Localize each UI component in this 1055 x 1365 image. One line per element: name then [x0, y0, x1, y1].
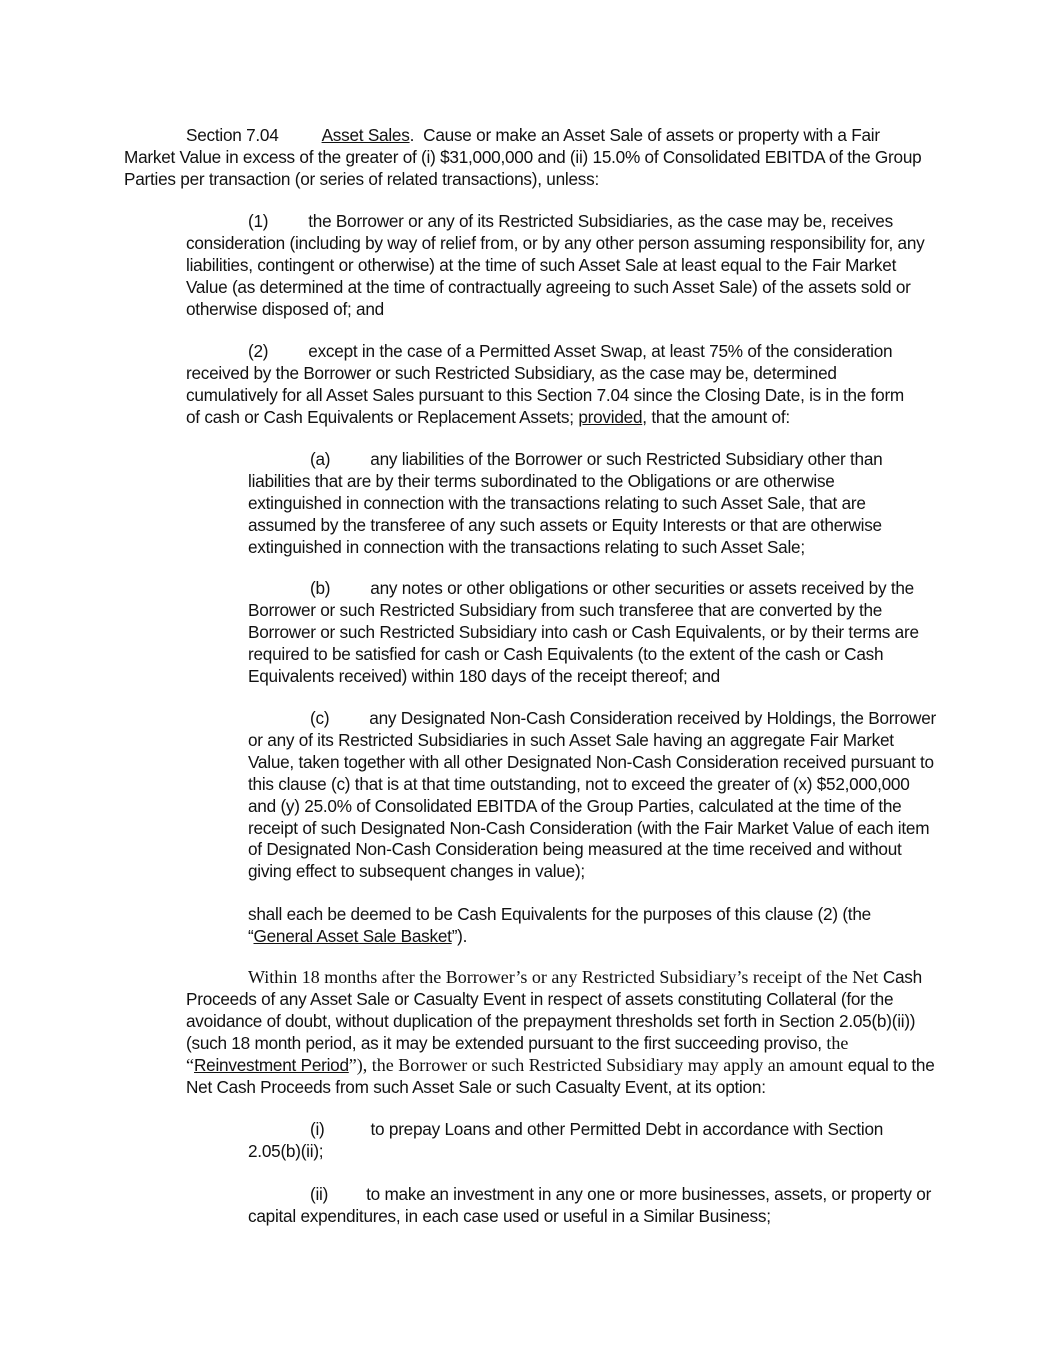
condition-2 — [186, 341, 914, 429]
reinvestment-start: Within 18 months after the Borrower’s or any Restricted Subsidiary’s receipt of the Net — [248, 967, 879, 987]
condition-1 — [186, 211, 936, 321]
option-ii-label: (ii) — [310, 1184, 329, 1204]
reinvestment-text-1: Cash Proceeds of any Asset Sale or Casualty Event in respect of assets constituting Collateral (for the avoidance of doubt, without duplication of the prepayment thresholds set forth in Section 2.05(b)(ii)) (such 18 month period, as it may be extended pursuant to the first succeeding proviso, — [186, 967, 922, 1053]
condition-1-text: the Borrower or any of its Restricted Subsidiaries, as the case may be, receives consideration (including by way of relief from, or by any other person assuming responsibility for, any liabilities, contingent or otherwise) at the time of such Asset Sale at least equal to the Fair Market Value (as determined at the time of contractually agreeing to such Asset Sale) of the assets sold or otherwise disposed of; and — [186, 211, 925, 319]
general-asset-sale-basket-term: General Asset Sale Basket — [253, 925, 452, 946]
option-ii-text: to make an investment in any one or more businesses, assets, or property or capital expenditures, in each case used or useful in a Similar Business; — [248, 1184, 932, 1226]
subclause-b-label: (b) — [310, 578, 331, 598]
deemed-paragraph — [248, 904, 908, 948]
deemed-text-after: ”). — [451, 925, 468, 946]
option-ii — [248, 1184, 936, 1228]
condition-2-text: except in the case of a Permitted Asset Swap, at least 75% of the consideration received by the Borrower or such Restricted Subsidiary, as the case may be, determined cumulatively for all Asset Sales pursuant to this Section 7.04 since the Closing Date, is in the form of cash or Cash Equivalents or Replacement Assets; — [186, 341, 904, 427]
section-title: Asset Sales — [321, 125, 410, 145]
option-i-label: (i) — [310, 1119, 325, 1139]
reinvestment-period-term: Reinvestment Period — [194, 1054, 349, 1075]
reinvestment-after: ”), the Borrower or such Restricted Subsidiary may apply an amount — [348, 1054, 844, 1075]
reinvestment-the: the “ — [186, 1032, 849, 1075]
condition-1-label: (1) — [248, 211, 269, 231]
condition-2-label: (2) — [248, 341, 269, 361]
provided-term: provided — [578, 406, 643, 427]
subclause-c-label: (c) — [310, 708, 330, 728]
option-i — [248, 1119, 916, 1163]
subclause-c-text: any Designated Non-Cash Consideration received by Holdings, the Borrower or any of its Restricted Subsidiaries in such Asset Sale having an aggregate Fair Market Value, taken together with all other Designated Non-Cash Consideration received pursuant to this clause (c) that is at that time outstanding, not to exceed the greater of (x) $52,000,000 and (y) 25.0% of Consolidated EBITDA of the Group Parties, calculated at the time of the receipt of such Designated Non-Cash Consideration (with the Fair Market Value of each item of Designated Non-Cash Consideration being measured at the time received and without giving effect to subsequent changes in value); — [248, 708, 936, 882]
section-intro: Cause or make an Asset Sale of assets or property with a Fair Market Value in excess of the greater of (i) $31,000,000 and (ii) 15.0% of Consolidated EBITDA of the Group Parties per transaction (or series of related transactions), unless: — [124, 125, 922, 189]
subclause-a — [248, 449, 916, 559]
subclause-b — [248, 578, 936, 688]
section-title-period: . — [409, 125, 415, 145]
reinvestment-text-2: equal to the Net Cash Proceeds from such Asset Sale or such Casualty Event, at its option: — [186, 1054, 935, 1097]
subclause-b-text: any notes or other obligations or other securities or assets received by the Borrower or such Restricted Subsidiary from such transferee that are converted by the Borrower or such Restricted Subsidiary into cash or Cash Equivalents, or by their terms are required to be satisfied for cash or Cash Equivalents (to the extent of the cash or Cash Equivalents received) within 180 days of the receipt thereof; and — [248, 578, 919, 686]
section-number: Section 7.04 — [186, 125, 279, 145]
subclause-a-label: (a) — [310, 449, 331, 469]
subclause-c — [248, 708, 936, 883]
condition-2-text-after: , that the amount of: — [642, 406, 790, 427]
subclause-a-text: any liabilities of the Borrower or such Restricted Subsidiary other than liabilities that are by their terms subordinated to the Obligations or are otherwise extinguished in connection with the transactions relating to such Asset Sale, that are assumed by the transferee of any such assets or Equity Interests or that are otherwise extinguished in connection with the transactions relating to such Asset Sale; — [248, 449, 883, 557]
reinvestment-paragraph — [186, 967, 936, 1098]
option-i-text: to prepay Loans and other Permitted Debt in accordance with Section 2.05(b)(ii); — [248, 1119, 884, 1161]
deemed-text: shall each be deemed to be Cash Equivalents for the purposes of this clause (2) (the “ — [248, 904, 871, 946]
section-paragraph — [124, 125, 924, 191]
